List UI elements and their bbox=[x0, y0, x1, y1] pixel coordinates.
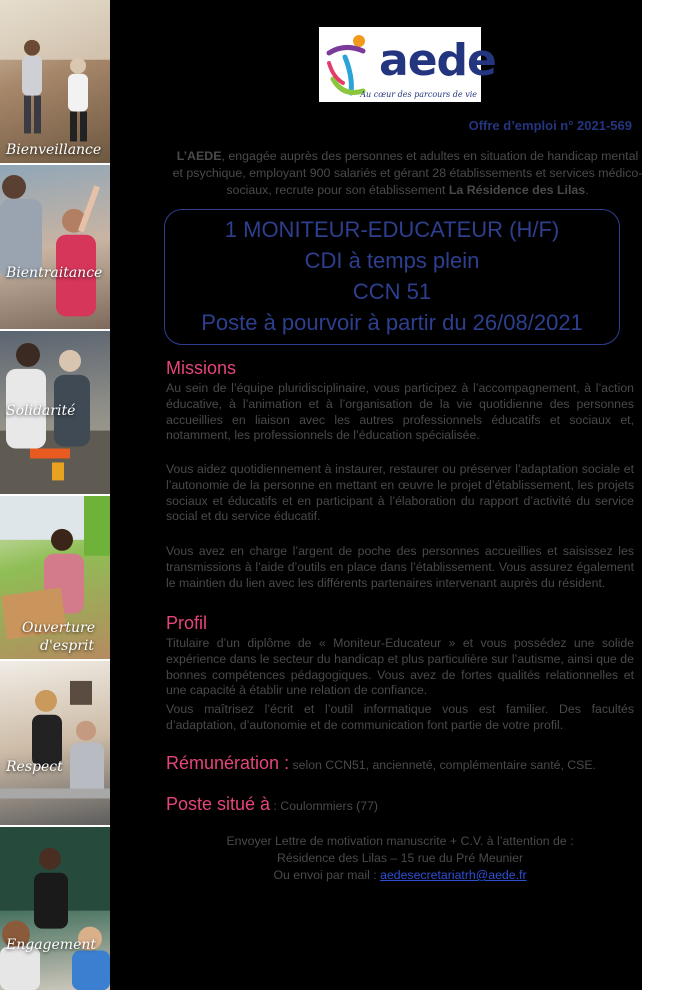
photo-panel-ouverture bbox=[0, 496, 110, 661]
aede-logo bbox=[319, 27, 496, 102]
photo-panel-respect bbox=[0, 661, 110, 826]
photo-bientraitance bbox=[0, 165, 110, 328]
intro-paragraph bbox=[170, 148, 645, 199]
profil-paragraph-2: Vous maîtrisez l’écrit et l’outil informatique vous est familier. Des facultés d’adaptation, d’autonomie et de communication font partie de votre profil. bbox=[166, 702, 634, 732]
contact-block bbox=[166, 833, 634, 884]
intro-text-1: , engagée auprès des personnes et adultes en situation de handicap mental et psychique, employant 900 salariés et gérant 28 établissements et services médico-sociaux, recrute pour son établissement bbox=[172, 149, 643, 197]
photo-respect bbox=[0, 661, 110, 824]
value-label: Bientraitance bbox=[6, 265, 103, 282]
position-contract: CDI à temps plein bbox=[304, 248, 480, 273]
photo-bienveillance bbox=[0, 0, 110, 163]
aede-logo-mark-icon bbox=[323, 33, 383, 97]
photo-engagement bbox=[0, 827, 110, 990]
position-convention: CCN 51 bbox=[352, 279, 432, 304]
missions-paragraph-1: Au sein de l’équipe pluridisciplinaire, vous participez à l’accompagnement, à l’action éducative, à l’animation et à l’organisation de la vie quotidienne des personnes accueillies en liaison avec les autres professionnels éducatifs et sociaux et, notamment, les professionnels de l’éducation spécialisée. bbox=[166, 381, 634, 443]
job-offer-document bbox=[110, 0, 642, 990]
value-label: Respect bbox=[6, 759, 63, 776]
location-line bbox=[166, 794, 378, 815]
contact-email-link[interactable]: aedesecretariatrh@aede.fr bbox=[380, 868, 527, 882]
position-box bbox=[164, 209, 620, 345]
missions-heading: Missions bbox=[166, 358, 237, 378]
logo-tagline: Au cœur des parcours de vie bbox=[360, 90, 477, 99]
logo-wordmark: aede bbox=[379, 35, 496, 86]
contact-email-prefix: Ou envoi par mail : bbox=[273, 868, 381, 882]
photo-strip bbox=[0, 0, 110, 990]
remuneration-value: selon CCN51, ancienneté, complémentaire santé, CSE. bbox=[289, 758, 596, 772]
contact-address: Résidence des Lilas – 15 rue du Pré Meunier bbox=[276, 851, 524, 865]
missions-paragraph-2: Vous aidez quotidiennement à instaurer, restaurer ou préserver l’adaptation sociale et l’autonomie de la personne en mettant en œuvre le projet d’établissement, les projets sociaux et éducatifs et en participant à l’élaboration du rapport d’activité du service social et du service éducatif. bbox=[166, 462, 634, 524]
contact-email-line bbox=[166, 867, 634, 884]
value-label: Engagement bbox=[6, 936, 96, 953]
value-label: Ouverture bbox=[22, 619, 96, 636]
location-label: Poste situé à bbox=[166, 794, 271, 814]
position-start-date: Poste à pourvoir à partir du 26/08/2021 bbox=[201, 310, 583, 335]
profil-heading: Profil bbox=[166, 613, 208, 633]
position-title: 1 MONITEUR-EDUCATEUR (H/F) bbox=[224, 217, 560, 242]
photo-panel-bienveillance bbox=[0, 0, 110, 165]
profil-paragraph-1: Titulaire d’un diplôme de « Moniteur-Educateur » et vous possédez une solide expérience dans le secteur du handicap et plus particulière sur l’autisme, ainsi que de bonnes compétences pédagogiques. Vous avez de fortes qualités relationnelles et une capacité à établir une relation de confiance. bbox=[166, 636, 634, 698]
value-label: Solidarité bbox=[6, 402, 76, 419]
remuneration-line bbox=[166, 753, 596, 774]
intro-org: L’AEDE bbox=[176, 149, 222, 163]
photo-panel-solidarite bbox=[0, 331, 110, 496]
missions-paragraph-3: Vous avez en charge l’argent de poche des personnes accueillies et saisissez les transmissions à l’aide d’outils en place dans l’établissement. Vous assurez également le maintien du lien avec les différents partenaires intervenant auprès du résident. bbox=[166, 544, 634, 590]
remuneration-label: Rémunération : bbox=[166, 753, 290, 773]
contact-line-1: Envoyer Lettre de motivation manuscrite + C.V. à l’attention de : bbox=[226, 834, 574, 848]
offer-number: Offre d’emploi n° 2021-569 bbox=[468, 118, 632, 133]
photo-panel-bientraitance bbox=[0, 165, 110, 330]
value-label: d'esprit bbox=[40, 637, 95, 654]
intro-site: La Résidence des Lilas bbox=[448, 183, 586, 197]
value-label: Bienveillance bbox=[6, 142, 102, 158]
location-value: : Coulommiers (77) bbox=[270, 799, 379, 813]
intro-text-2: . bbox=[585, 183, 589, 197]
photo-panel-engagement bbox=[0, 827, 110, 990]
